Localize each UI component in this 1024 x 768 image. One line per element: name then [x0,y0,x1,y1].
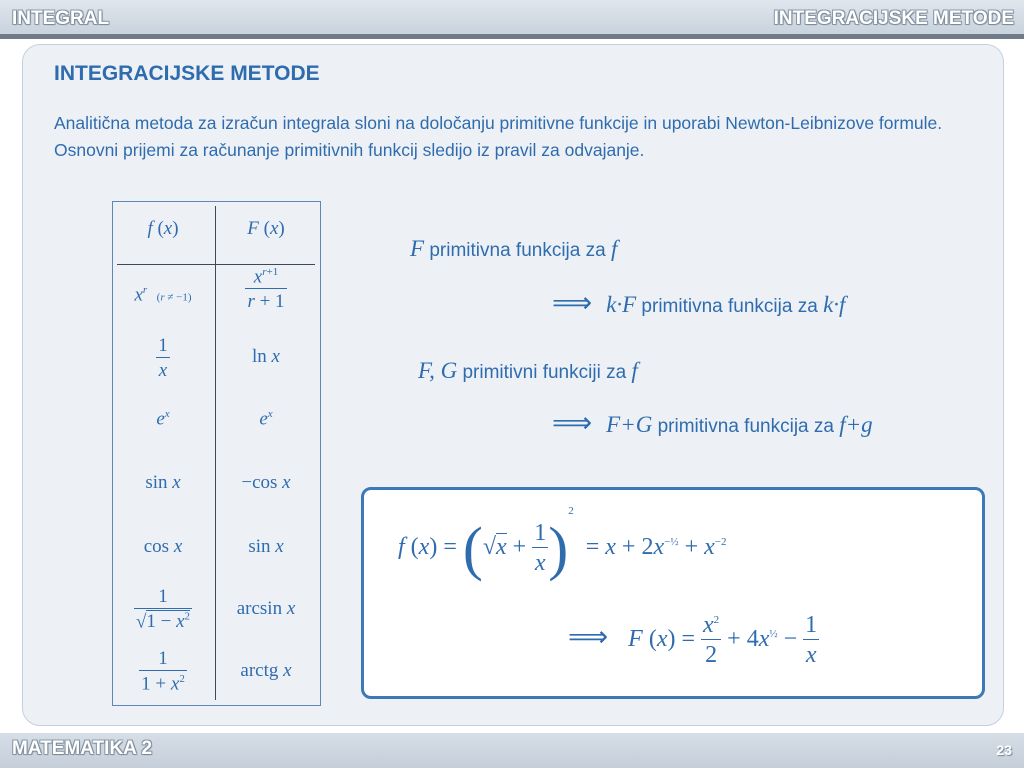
table-row-power-F: $\frac{x^{r+1}}{r + 1}$ [247,266,285,313]
table-row-arcsin-f: $\frac{1}{√1 - x^2}$ [135,586,191,633]
rule-scalar: ⟹ k·F primitivna funkcija za k·f [552,286,846,319]
table-row-arctg-f: $\frac{1}{1 + x^2}$ [141,648,185,695]
slide-title: INTEGRACIJSKE METODE [54,62,320,85]
integral-table [112,201,321,706]
rule-sum: ⟹ F+G primitivna funkcija za f+g [552,406,873,439]
implies-arrow-icon: ⟹ [568,620,609,654]
footer-bar [0,733,1024,768]
page-number: 23 [996,742,1012,758]
header-right-label: INTEGRACIJSKE METODE [773,8,1014,29]
table-row-sin-F: −cos x [241,472,291,493]
footer-course-label: MATEMATIKA 2 [12,738,153,759]
table-head-f: f (x) [147,218,179,239]
table-head-F: F (x) [247,218,285,239]
example-equation-f: f (x) = (√x + $\frac{1}{x}$ )$^2 = x + 2x^{-\frac{1}{2}} + x^{-2}$ [398,505,727,582]
rule-two-primitives: F, G primitivni funkciji za f [418,358,638,383]
table-row-exp-F: $e^x$ [259,408,273,430]
intro-paragraph: Analitična metoda za izračun integrala sloni na določanju primitivne funkcije in uporabi Newton-Leibnizove formule. Osnovni prijemi za računanje primitivnih funkcij sledijo iz pravil za odvajanje. [54,113,943,160]
implies-arrow-icon: ⟹ [552,406,593,439]
table-row-exp-f: $e^x$ [156,408,170,430]
header-left-label: INTEGRAL [12,8,110,29]
table-header-divider [117,264,315,265]
rule-primitive: F primitivna funkcija za f [410,236,618,261]
table-row-sin-f: sin x [145,472,181,493]
table-row-arcsin-F: arcsin x [236,598,296,619]
table-row-recip-f: $\frac{1}{x}$ [158,335,168,381]
implies-arrow-icon: ⟹ [552,286,593,319]
table-row-arctg-F: arctg x [240,660,292,681]
table-row-cos-F: sin x [248,536,284,557]
header-divider [0,34,1024,39]
table-row-power-f: $x^r$ (r ≠ −1) [134,284,192,306]
example-equation-F: ⟹ F (x) = $\frac{x^2}{2}$ + $4x^{\frac{1}{2}}$ − $\frac{1}{x}$ [568,612,818,668]
table-row-recip-F: ln x [252,346,280,367]
table-row-cos-f: cos x [143,536,183,557]
